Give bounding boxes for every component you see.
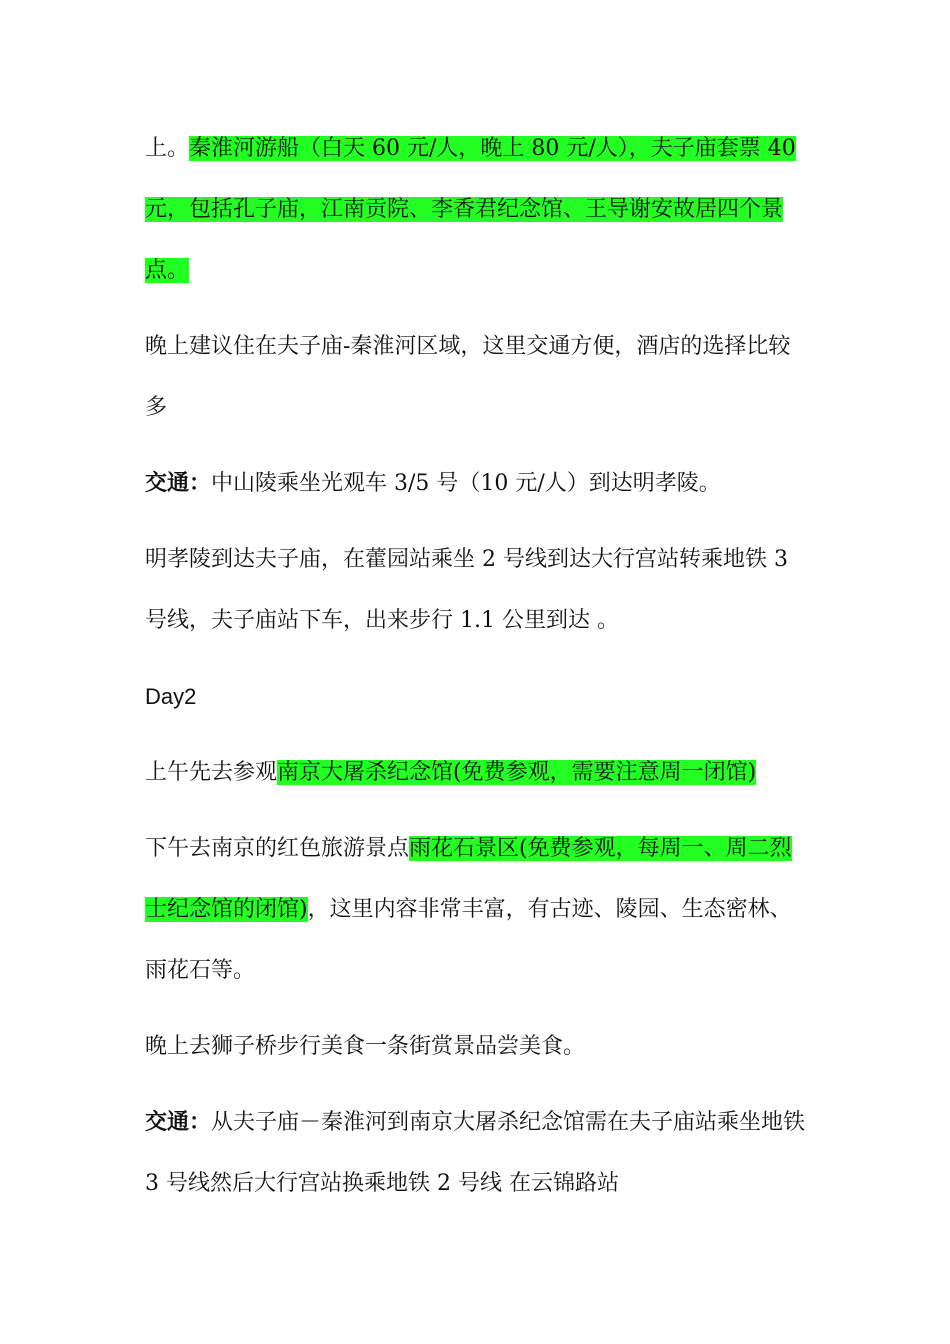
paragraph-transport-2 — [145, 1092, 810, 1214]
highlighted-text: 秦淮河游船（白天 60 元/人，晚上 80 元/人），夫子庙套票 40 元，包括孔子庙，江南贡院、李香君纪念馆、王导谢安故居四个景点。 — [145, 136, 796, 283]
paragraph-morning — [145, 742, 810, 803]
highlighted-text: 南京大屠杀纪念馆(免费参观，需要注意周一闭馆) — [277, 760, 757, 785]
paragraph-transport-1 — [145, 453, 810, 514]
transport-label: 交通： — [145, 470, 212, 496]
paragraph-lead-text: 下午去南京的红色旅游景点 — [145, 836, 410, 861]
document-body — [145, 118, 810, 1229]
day-heading: Day2 — [145, 684, 197, 709]
transport-label: 交通： — [145, 1109, 212, 1135]
transport-text: 中山陵乘坐光观车 3/5 号（10 元/人）到达明孝陵。 — [211, 471, 721, 496]
highlighted-text: 雨花石景区(免费参观，每周一、周二烈士纪念馆的闭馆) — [145, 836, 792, 922]
paragraph-tail-text: ，这里内容非常丰富，有古迹、陵园、生态密林、雨花石等。 — [145, 897, 792, 983]
paragraph-boat-tickets — [145, 118, 810, 301]
paragraph-lead-text: 上午先去参观 — [145, 760, 278, 785]
paragraph-afternoon — [145, 818, 810, 1001]
paragraph-route: 明孝陵到达夫子庙，在藿园站乘坐 2 号线到达大行宫站转乘地铁 3 号线，夫子庙站下车，出来步行 1.1 公里到达 。 — [145, 547, 788, 633]
transport-text: 从夫子庙－秦淮河到南京大屠杀纪念馆需在夫子庙站乘坐地铁 3 号线然后大行宫站换乘地铁 2 号线 在云锦路站 — [145, 1110, 806, 1196]
paragraph-accommodation: 晚上建议住在夫子庙-秦淮河区域，这里交通方便，酒店的选择比较多 — [145, 334, 791, 420]
paragraph-evening: 晚上去狮子桥步行美食一条街赏景品尝美食。 — [145, 1034, 586, 1059]
paragraph-lead-text: 上。 — [145, 136, 190, 161]
